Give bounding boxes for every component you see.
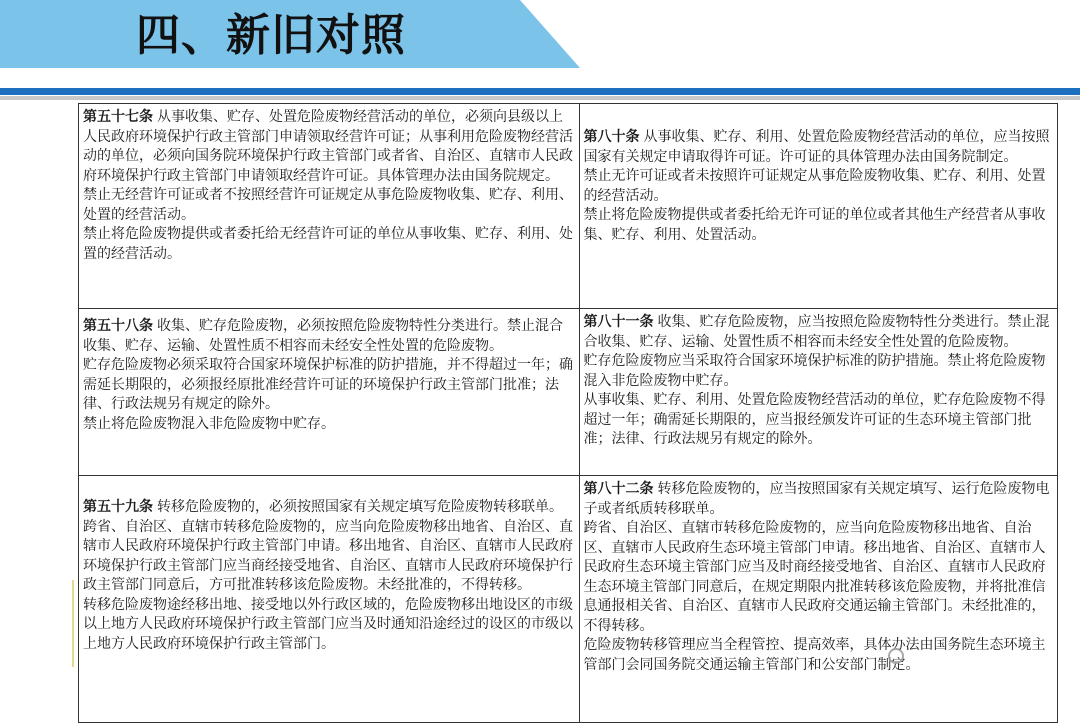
article-number: 第八十一条	[583, 314, 654, 330]
provision-paragraph: 跨省、自治区、直辖市转移危险废物的，应当向危险废物移出地省、自治区、直辖市人民政府生态环境主管部门申请。移出地省、自治区、直辖市人民政府生态环境主管部门应当及时商经接受地省、自治区、直辖市人民政府生态环境主管部门同意后，在规定期限内批准转移该危险废物，并将批准信息通报相关省、自治区、直辖市人民政府交通运输主管部门。未经批准的，不得转移。	[583, 520, 1046, 634]
provision-paragraph: 第五十七条 从事收集、贮存、处置危险废物经营活动的单位，必须向县级以上人民政府环境保护行政主管部门申请领取经营许可证；从事利用危险废物经营活动的单位，必须向国务院环境保护行政主管部门或者省、自治区、直辖市人民政府环境保护行政主管部门申请领取经营许可证。具体管理办法由国务院规定。	[83, 109, 573, 184]
article-number: 第五十九条	[83, 499, 153, 515]
provision-paragraph: 贮存危险废物必须采取符合国家环境保护标准的防护措施，并不得超过一年；确需延长期限的，必须报经原批准经营许可证的环境保护行政主管部门批准；法律、行政法规另有规定的除外。	[83, 357, 573, 412]
provision-paragraph: 禁止无许可证或者未按照许可证规定从事危险废物收集、贮存、利用、处置的经营活动。	[583, 168, 1046, 204]
provision-paragraph: 第八十二条 转移危险废物的，应当按照国家有关规定填写、运行危险废物电子或者纸质转移联单。	[583, 481, 1050, 517]
header-banner	[0, 0, 1080, 96]
provision-paragraph: 从事收集、贮存、利用、处置危险废物经营活动的单位，贮存危险废物不得超过一年；确需延长期限的，应当报经颁发许可证的生态环境主管部门批准；法律、行政法规另有规定的除外。	[583, 392, 1046, 447]
wechat-watermark-icon	[888, 648, 904, 664]
header-divider	[0, 88, 1080, 95]
article-number: 第五十八条	[83, 318, 153, 334]
header-divider-shadow	[0, 96, 1080, 100]
comparison-table	[78, 103, 1058, 723]
provision-paragraph: 第五十八条 收集、贮存危险废物，必须按照危险废物特性分类进行。禁止混合收集、贮存、运输、处置性质不相容而未经安全性处置的危险废物。	[83, 318, 563, 354]
table-row	[79, 104, 1058, 309]
provision-paragraph: 危险废物转移管理应当全程管控、提高效率，具体办法由国务院生态环境主管部门会同国务院交通运输主管部门和公安部门制定。	[583, 637, 1046, 673]
article-number: 第八十条	[583, 129, 640, 145]
new-provision-cell	[579, 309, 1058, 476]
new-provision-cell	[579, 104, 1058, 309]
old-provision-cell	[79, 476, 580, 723]
provision-paragraph: 禁止将危险废物混入非危险废物中贮存。	[83, 415, 335, 432]
left-accent-line	[72, 580, 74, 667]
article-number: 第五十七条	[83, 109, 153, 125]
old-provision-cell	[79, 104, 580, 309]
page-title: 四、新旧对照	[136, 10, 406, 61]
provision-paragraph: 第八十条 从事收集、贮存、利用、处置危险废物经营活动的单位，应当按照国家有关规定申请取得许可证。许可证的具体管理办法由国务院制定。	[583, 129, 1050, 165]
watermark	[888, 644, 1080, 667]
article-number: 第八十二条	[583, 481, 654, 497]
provision-paragraph: 第五十九条 转移危险废物的，必须按照国家有关规定填写危险废物转移联单。跨省、自治区、直辖市转移危险废物的，应当向危险废物移出地省、自治区、直辖市人民政府环境保护行政主管部门申请。移出地省、自治区、直辖市人民政府环境保护行政主管部门应当商经接受地省、自治区、直辖市人民政府环境保护行政主管部门同意后，方可批准转移该危险废物。未经批准的，不得转移。	[83, 499, 573, 593]
table-row	[79, 309, 1058, 476]
table-row	[79, 476, 1058, 723]
provision-paragraph: 贮存危险废物应当采取符合国家环境保护标准的防护措施。禁止将危险废物混入非危险废物中贮存。	[583, 353, 1046, 389]
provision-paragraph: 禁止无经营许可证或者不按照经营许可证规定从事危险废物收集、贮存、利用、处置的经营活动。	[83, 187, 573, 223]
old-provision-cell	[79, 309, 580, 476]
new-provision-cell	[579, 476, 1058, 723]
provision-paragraph: 转移危险废物途经移出地、接受地以外行政区域的，危险废物移出地设区的市级以上地方人民政府环境保护行政主管部门应当及时通知沿途经过的设区的市级以上地方人民政府环境保护行政主管部门。	[83, 596, 573, 652]
provision-paragraph: 第八十一条 收集、贮存危险废物，应当按照危险废物特性分类进行。禁止混合收集、贮存、运输、处置性质不相容而未经安全性处置的危险废物。	[583, 314, 1050, 350]
provision-paragraph: 禁止将危险废物提供或者委托给无经营许可证的单位从事收集、贮存、利用、处置的经营活动。	[83, 226, 573, 262]
provision-paragraph: 禁止将危险废物提供或者委托给无许可证的单位或者其他生产经营者从事收集、贮存、利用、处置活动。	[583, 207, 1046, 243]
